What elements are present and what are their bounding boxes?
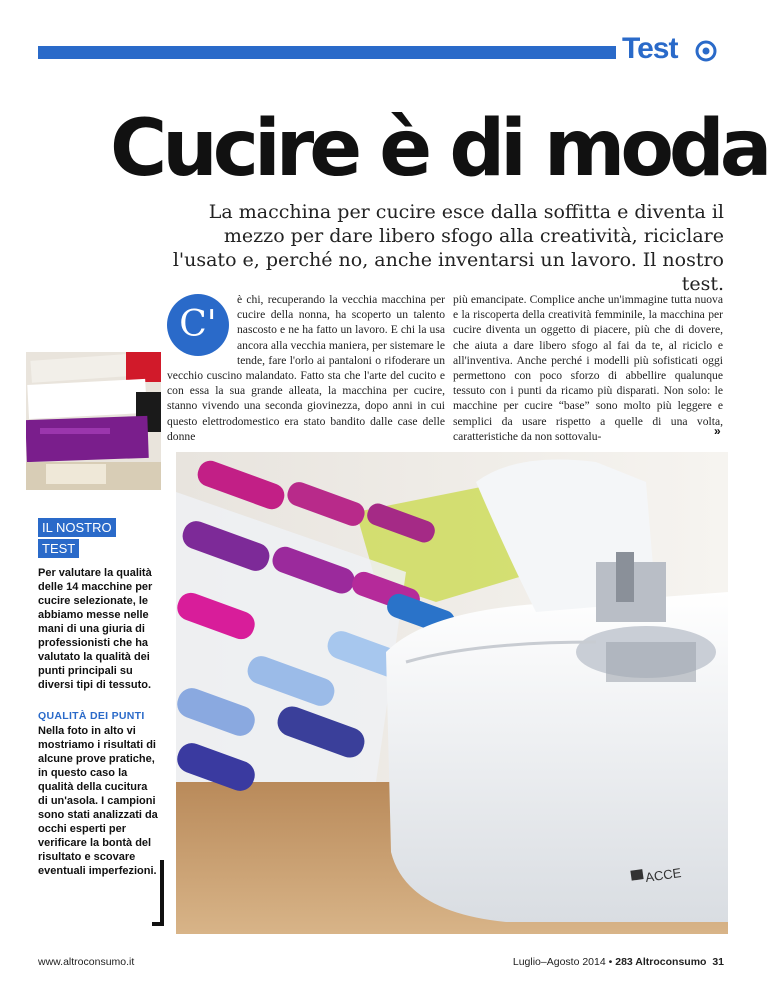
sidebar-heading-1: IL NOSTRO [38, 518, 116, 537]
page-number: 31 [712, 956, 724, 968]
article-subtitle: La macchina per cucire esce dalla soffitta e diventa il mezzo per dare libero sfogo alla creatività, riciclare l'usato e, perché no, anche inventarsi un lavoro. Il nostro test. [172, 201, 724, 295]
sidebar-subheading: QUALITÀ DEI PUNTI [38, 710, 145, 722]
dropcap: C' [167, 294, 229, 356]
footer-bullet: • [608, 956, 613, 968]
footer-date: Luglio–Agosto 2014 [512, 956, 606, 968]
sidebar-heading-2: TEST [38, 539, 79, 558]
footer-info [513, 956, 724, 968]
machine-label: ACCE [644, 865, 683, 885]
body-text-2: più emancipate. Complice anche un'immagine tutta nuova e la riscoperta della creatività femminile, la macchina per cucire diventa un oggetto di piacere, più che di dovere, che aiuta a dare libero sfogo al fai da te, al riciclo e all'inventiva. Anche perché i modelli più sofisticati oggi permettono con poco sforzo di abbellire qualunque tessuto con i punti da ricamo più disparati. Non solo: le macchine per cucire “base” sono molto più leggere e semplici da usare rispetto a quelle di una volta, caratteristiche da non sottovalu- [453, 293, 723, 443]
article-title: Cucire è di moda [110, 104, 768, 194]
footer-url[interactable]: www.altroconsumo.it [38, 956, 135, 968]
fabric-samples-photo [26, 352, 161, 490]
body-text-1: è chi, recuperando la vecchia macchina per cucire della nonna, ha scoperto un talento nascosto e ne ha fatto un lavoro. E chi la usa ancora alla vecchia maniera, per sistemare le tende, fare l'orlo ai pantaloni o rifoderare un vecchio cuscino malandato. Fatto sta che l'arte del cucito e con essa la sua grande alleata, la macchina per cucire, stanno vivendo una seconda giovinezza, dopo anni in cui questo elettrodomestico era stato bandito dalle case delle donne [167, 293, 445, 443]
target-icon [695, 40, 717, 62]
sidebar-text: Per valutare la qualità delle 14 macchine per cucire selezionate, le abbiamo messe nelle mani di una giuria di professionisti che ha valutato la qualità dei punti principali su diversi tipi di tessuto. [38, 567, 153, 691]
sidebar-text-2: Nella foto in alto vi mostriamo i risultati di alcune prove pratiche, in questo caso la qualità della cucitura di un'asola. I campioni sono stati analizzati da occhi esperti per verificare la bontà del risultato e scovare eventuali imperfezioni. [38, 725, 158, 877]
continue-marker: » [714, 424, 721, 438]
footer-issue: 283 Altroconsumo [615, 956, 707, 968]
section-label: Test [622, 32, 678, 65]
body-column-1 [167, 292, 445, 444]
body-column-2 [453, 292, 723, 444]
sewing-machine-photo [176, 452, 728, 934]
sidebar-box [38, 518, 160, 878]
sidebar-bracket [152, 860, 164, 926]
header-bar [38, 46, 616, 59]
